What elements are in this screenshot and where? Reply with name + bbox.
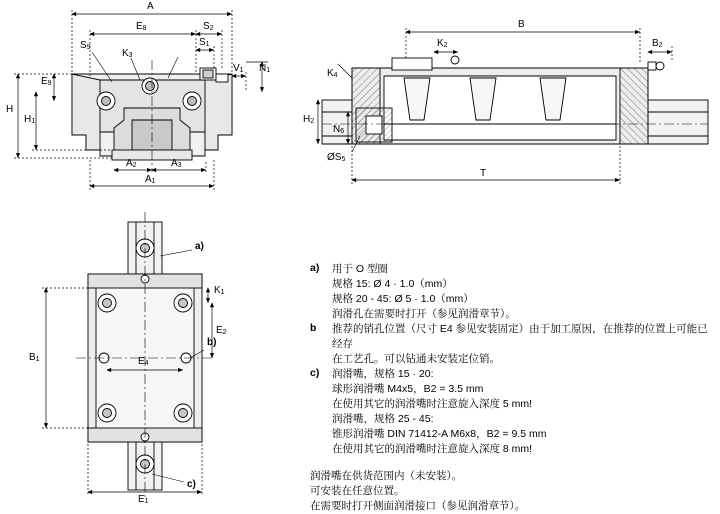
- dim-label-S5: $ØS_5$: [327, 152, 346, 163]
- dim-label-S1: $S_1$: [199, 37, 210, 48]
- note-footer-line-3: 在需要时打开侧面润滑接口（参见润滑章节）。: [310, 500, 526, 512]
- note-c-line-4: 润滑嘴，规格 25 - 45:: [332, 413, 434, 425]
- dim-label-S9: $S_9$: [80, 40, 91, 51]
- note-footer-line-1: 润滑嘴在供货范围内（未安装）。: [310, 470, 463, 482]
- note-c-line-2: 球形润滑嘴 M4x5，B2 = 3.5 mm: [332, 383, 484, 395]
- dim-label-H2: $H_2$: [303, 114, 315, 125]
- note-b-line-2: 在工艺孔。可以钻通未安装定位销。: [332, 353, 500, 365]
- note-a-line-2: 规格 15: Ø 4 · 1.0（mm）: [332, 278, 453, 290]
- dim-label-E9: $E_9$: [41, 76, 52, 87]
- note-b: [310, 322, 710, 367]
- dim-label-B1: $B_1$: [29, 352, 40, 363]
- note-c: [310, 367, 710, 457]
- note-c-marker: c): [310, 367, 320, 379]
- callout-b: b): [207, 337, 217, 348]
- note-c-line-1: 润滑嘴，规格 15 · 20:: [332, 368, 434, 380]
- note-a-marker: a): [310, 262, 320, 274]
- callout-c: c): [187, 479, 196, 490]
- dim-label-T: T: [480, 168, 487, 179]
- dim-label-E4: $E_4$: [138, 356, 149, 367]
- dim-label-A3: $A_3$: [171, 158, 182, 169]
- front-view: [72, 52, 232, 172]
- dim-label-N6: $N_6$: [333, 124, 345, 135]
- dim-label-E2: $E_2$: [216, 325, 227, 336]
- dim-label-V1: $V_1$: [233, 63, 244, 74]
- note-a-line-3: 规格 20 - 45: Ø 5 · 1.0（mm）: [332, 293, 474, 305]
- note-c-line-5: 锥形润滑嘴 DIN 71412-A M6x8，B2 = 9.5 mm: [332, 428, 547, 440]
- dim-label-K2: $K_2$: [437, 38, 448, 49]
- note-c-line-3: 在使用其它的润滑嘴时注意旋入深度 5 mm!: [332, 398, 533, 410]
- dim-label-K3: $K_3$: [122, 48, 133, 59]
- note-c-line-6: 在使用其它的润滑嘴时注意旋入深度 8 mm!: [332, 443, 533, 455]
- dim-label-S2: $S_2$: [203, 21, 214, 32]
- note-a: [310, 262, 710, 322]
- note-a-line-4: 润滑孔在需要时打开（参见润滑章节）。: [332, 308, 516, 320]
- side-section-view: [322, 56, 708, 144]
- dim-label-A: A: [147, 1, 154, 12]
- dim-label-K1: $K_1$: [214, 285, 225, 296]
- dim-label-K4: $K_4$: [327, 68, 338, 79]
- dim-label-E1: $E_1$: [138, 494, 149, 505]
- notes-block: [310, 262, 710, 514]
- note-a-line-1: 用于 O 型圈: [332, 263, 389, 275]
- dim-label-H: H: [6, 104, 14, 115]
- dim-label-E8: $E_8$: [136, 21, 147, 32]
- dim-label-B: B: [518, 19, 525, 30]
- note-b-marker: b: [310, 322, 317, 334]
- dim-label-A1: $A_1$: [145, 174, 156, 185]
- dim-label-B2: $B_2$: [652, 38, 663, 49]
- dim-label-H1: $H_1$: [24, 114, 36, 125]
- note-footer: [310, 469, 710, 514]
- dim-label-N1: $N_1$: [259, 63, 271, 74]
- dim-label-A2: $A_2$: [126, 158, 137, 169]
- callout-a: a): [195, 241, 204, 252]
- note-b-line-1: 推荐的销孔位置（尺寸 E4 参见安装固定）由于加工原因，在推荐的位置上可能已经存: [332, 323, 708, 350]
- note-footer-line-2: 可安装在任意位置。: [310, 485, 405, 497]
